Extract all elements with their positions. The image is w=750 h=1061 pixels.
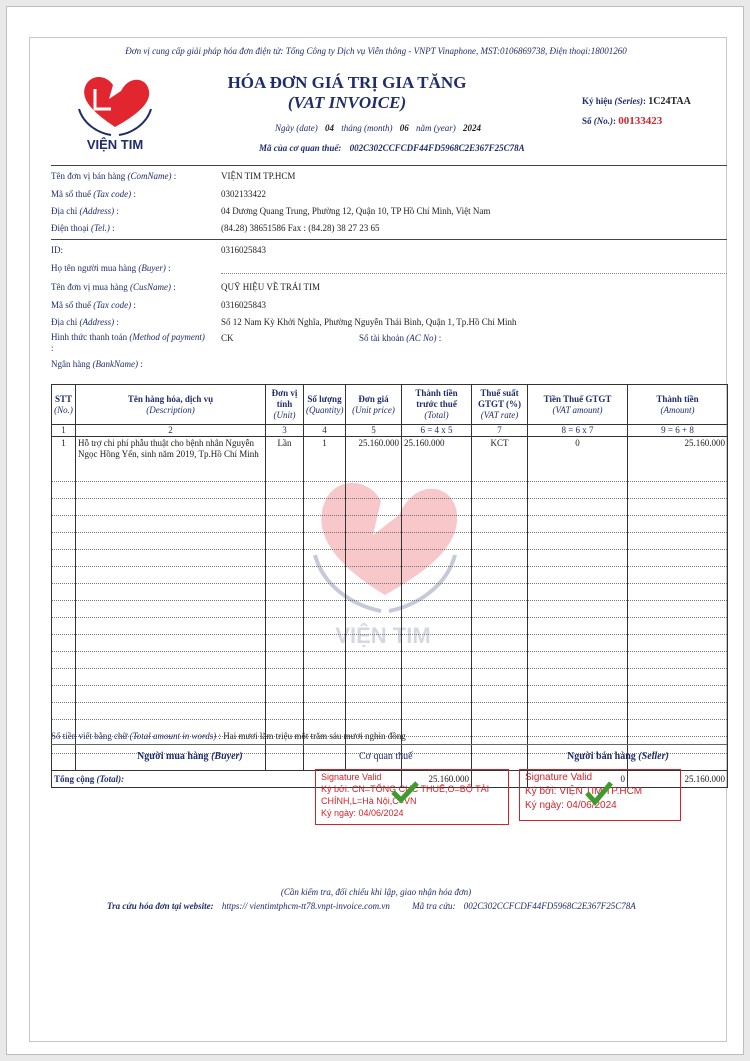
seller-phone: (84.28) 38651586 Fax : (84.28) 38 27 23 65 <box>221 223 380 233</box>
item-unit: Lần <box>266 437 304 482</box>
item-vat-amount: 0 <box>528 437 628 482</box>
table-row <box>52 584 728 601</box>
table-row <box>52 567 728 584</box>
items-table <box>51 384 728 788</box>
header-divider <box>51 165 727 166</box>
item-stt: 1 <box>52 437 76 482</box>
seller-signature-box: Signature Valid Ký bởi: VIỆN TIM TP.HCM Ký ngày: 04/06/2024 <box>519 769 681 821</box>
provider-note: Đơn vị cung cấp giải pháp hóa đơn điện tử: Tổng Công ty Dịch vụ Viễn thông - VNPT Vinaphone, MST:0106869738, Điện thoại:18001260 <box>125 46 627 56</box>
table-row <box>52 550 728 567</box>
tax-authority-signature-label: Cơ quan thuế <box>359 751 413 762</box>
footer-note: (Cần kiểm tra, đối chiếu khi lập, giao nhận hóa đơn) <box>280 887 472 897</box>
col-header-description: Tên hàng hóa, dịch vụ (Description) <box>76 385 266 425</box>
seller-name: VIỆN TIM TP.HCM <box>221 171 296 181</box>
invoice-page <box>6 6 744 1055</box>
tax-authority-code-line: Mã của cơ quan thuế: 002C302CCFCDF44FD5968C2E367F25C78A <box>259 143 525 153</box>
table-row <box>52 499 728 516</box>
seller-address: 04 Dương Quang Trung, Phường 12, Quận 10, TP Hồ Chí Minh, Việt Nam <box>221 206 491 216</box>
seller-phone-label: Điện thoại (Tel.) : <box>51 223 115 233</box>
item-vat-rate: KCT <box>472 437 528 482</box>
invoice-date: Ngày (date) 04 tháng (month) 06 năm (year) 2024 <box>275 123 482 133</box>
col-header-total: Thành tiền trước thuế (Total) <box>402 385 472 425</box>
table-row <box>52 618 728 635</box>
series-line: Ký hiệu (Series): 1C24TAA <box>582 96 691 107</box>
buyer-company-label: Tên đơn vị mua hàng (CusName) : <box>51 282 176 292</box>
account-no-label: Số tài khoản (AC No) : <box>359 333 442 343</box>
seller-tax-label: Mã số thuế (Tax code) : <box>51 189 136 199</box>
check-icon <box>390 780 420 804</box>
table-row <box>52 635 728 652</box>
item-unit-price: 25.160.000 <box>346 437 402 482</box>
logo-text: VIỆN TIM <box>86 137 144 152</box>
payment-method: CK <box>221 333 234 343</box>
table-row <box>52 703 728 720</box>
col-header-vat-rate: Thuế suất GTGT (%) (VAT rate) <box>472 385 528 425</box>
total-amount: 25.160.000 <box>628 771 728 788</box>
item-amount: 25.160.000 <box>628 437 728 482</box>
item-quantity: 1 <box>304 437 346 482</box>
tax-authority-signature-box: Signature Valid Ký bởi: CN=TỔNG CỤC THUẾ,O=BỘ TÀI CHÍNH,L=Hà Nội,C=VN Ký ngày: 04/06/2024 <box>315 769 509 825</box>
invoice-title: HÓA ĐƠN GIÁ TRỊ GIA TĂNG <box>227 73 467 92</box>
total-vat: 0 <box>528 771 628 788</box>
lookup-website-link[interactable]: https:// vientimtphcm-tt78.vnpt-invoice.com.vn <box>221 901 390 911</box>
buyer-id: 0316025843 <box>221 245 266 255</box>
buyer-address-label: Địa chỉ (Address) : <box>51 317 119 327</box>
buyer-signature-label: Người mua hàng (Buyer) <box>137 751 243 762</box>
col-header-stt: STT (No.) <box>52 385 76 425</box>
words-divider <box>51 744 727 745</box>
buyer-name-label: Họ tên người mua hàng (Buyer) : <box>51 263 171 273</box>
buyer-company: QUỸ HIỆU VỀ TRÁI TIM <box>221 282 320 292</box>
table-row <box>52 652 728 669</box>
col-header-unit-price: Đơn giá (Unit price) <box>346 385 402 425</box>
buyer-address: Số 12 Nam Kỳ Khởi Nghĩa, Phường Nguyễn Thái Bình, Quận 1, Tp.Hồ Chí Minh <box>221 317 517 327</box>
table-row <box>52 482 728 499</box>
heart-hands-logo <box>71 69 159 159</box>
col-header-unit: Đơn vị tính (Unit) <box>266 385 304 425</box>
table-row <box>52 686 728 703</box>
total-label: Tổng cộng (Total): <box>52 771 402 788</box>
col-header-vat-amount: Tiền Thuế GTGT (VAT amount) <box>528 385 628 425</box>
table-row <box>52 669 728 686</box>
buyer-tax-code: 0316025843 <box>221 300 266 310</box>
bank-name-label: Ngân hàng (BankName) : <box>51 359 143 369</box>
table-row <box>52 437 728 482</box>
payment-method-label: Hình thức thanh toán (Method of payment) : <box>51 332 205 353</box>
invoice-subtitle: (VAT INVOICE) <box>287 93 407 112</box>
table-header-row <box>52 385 728 425</box>
seller-name-label: Tên đơn vị bán hàng (ComName) : <box>51 171 177 181</box>
column-number-row: 1 2 3 4 5 6 = 4 x 5 7 8 = 6 x 7 9 = 6 + 8 <box>52 425 728 437</box>
table-row <box>52 516 728 533</box>
table-row <box>52 601 728 618</box>
amount-in-words: Số tiền viết bằng chữ (Total amount in words) : Hai mươi lăm triệu một trăm sáu mươi nghìn đồng <box>51 731 406 741</box>
footer-lookup: Tra cứu hóa đơn tại website: https:// vientimtphcm-tt78.vnpt-invoice.com.vn Mã tra cứu: 002C302CCFCDF44FD5968C2E367F25C78A <box>107 901 636 911</box>
buyer-name-line <box>221 273 727 274</box>
check-icon <box>584 780 614 806</box>
invoice-number-line: Số (No.): 00133423 <box>582 115 663 127</box>
buyer-id-label: ID: <box>51 245 63 255</box>
seller-tax-code: 0302133422 <box>221 189 266 199</box>
watermark-text: VIỆN TIM <box>335 623 431 648</box>
total-before-tax: 25.160.000 <box>402 771 472 788</box>
seller-address-label: Địa chỉ (Address) : <box>51 206 119 216</box>
col-header-amount: Thành tiền (Amount) <box>628 385 728 425</box>
seller-divider <box>51 239 727 240</box>
col-header-quantity: Số lượng (Quantity) <box>304 385 346 425</box>
item-total: 25.160.000 <box>402 437 472 482</box>
buyer-tax-label: Mã số thuế (Tax code) : <box>51 300 136 310</box>
item-description: Hỗ trợ chi phí phẫu thuật cho bệnh nhân Nguyễn Ngọc Hồng Yến, sinh năm 2019, Tp.Hồ Chí Minh <box>76 437 266 482</box>
seller-signature-label: Người bán hàng (Seller) <box>567 751 669 762</box>
table-row <box>52 533 728 550</box>
